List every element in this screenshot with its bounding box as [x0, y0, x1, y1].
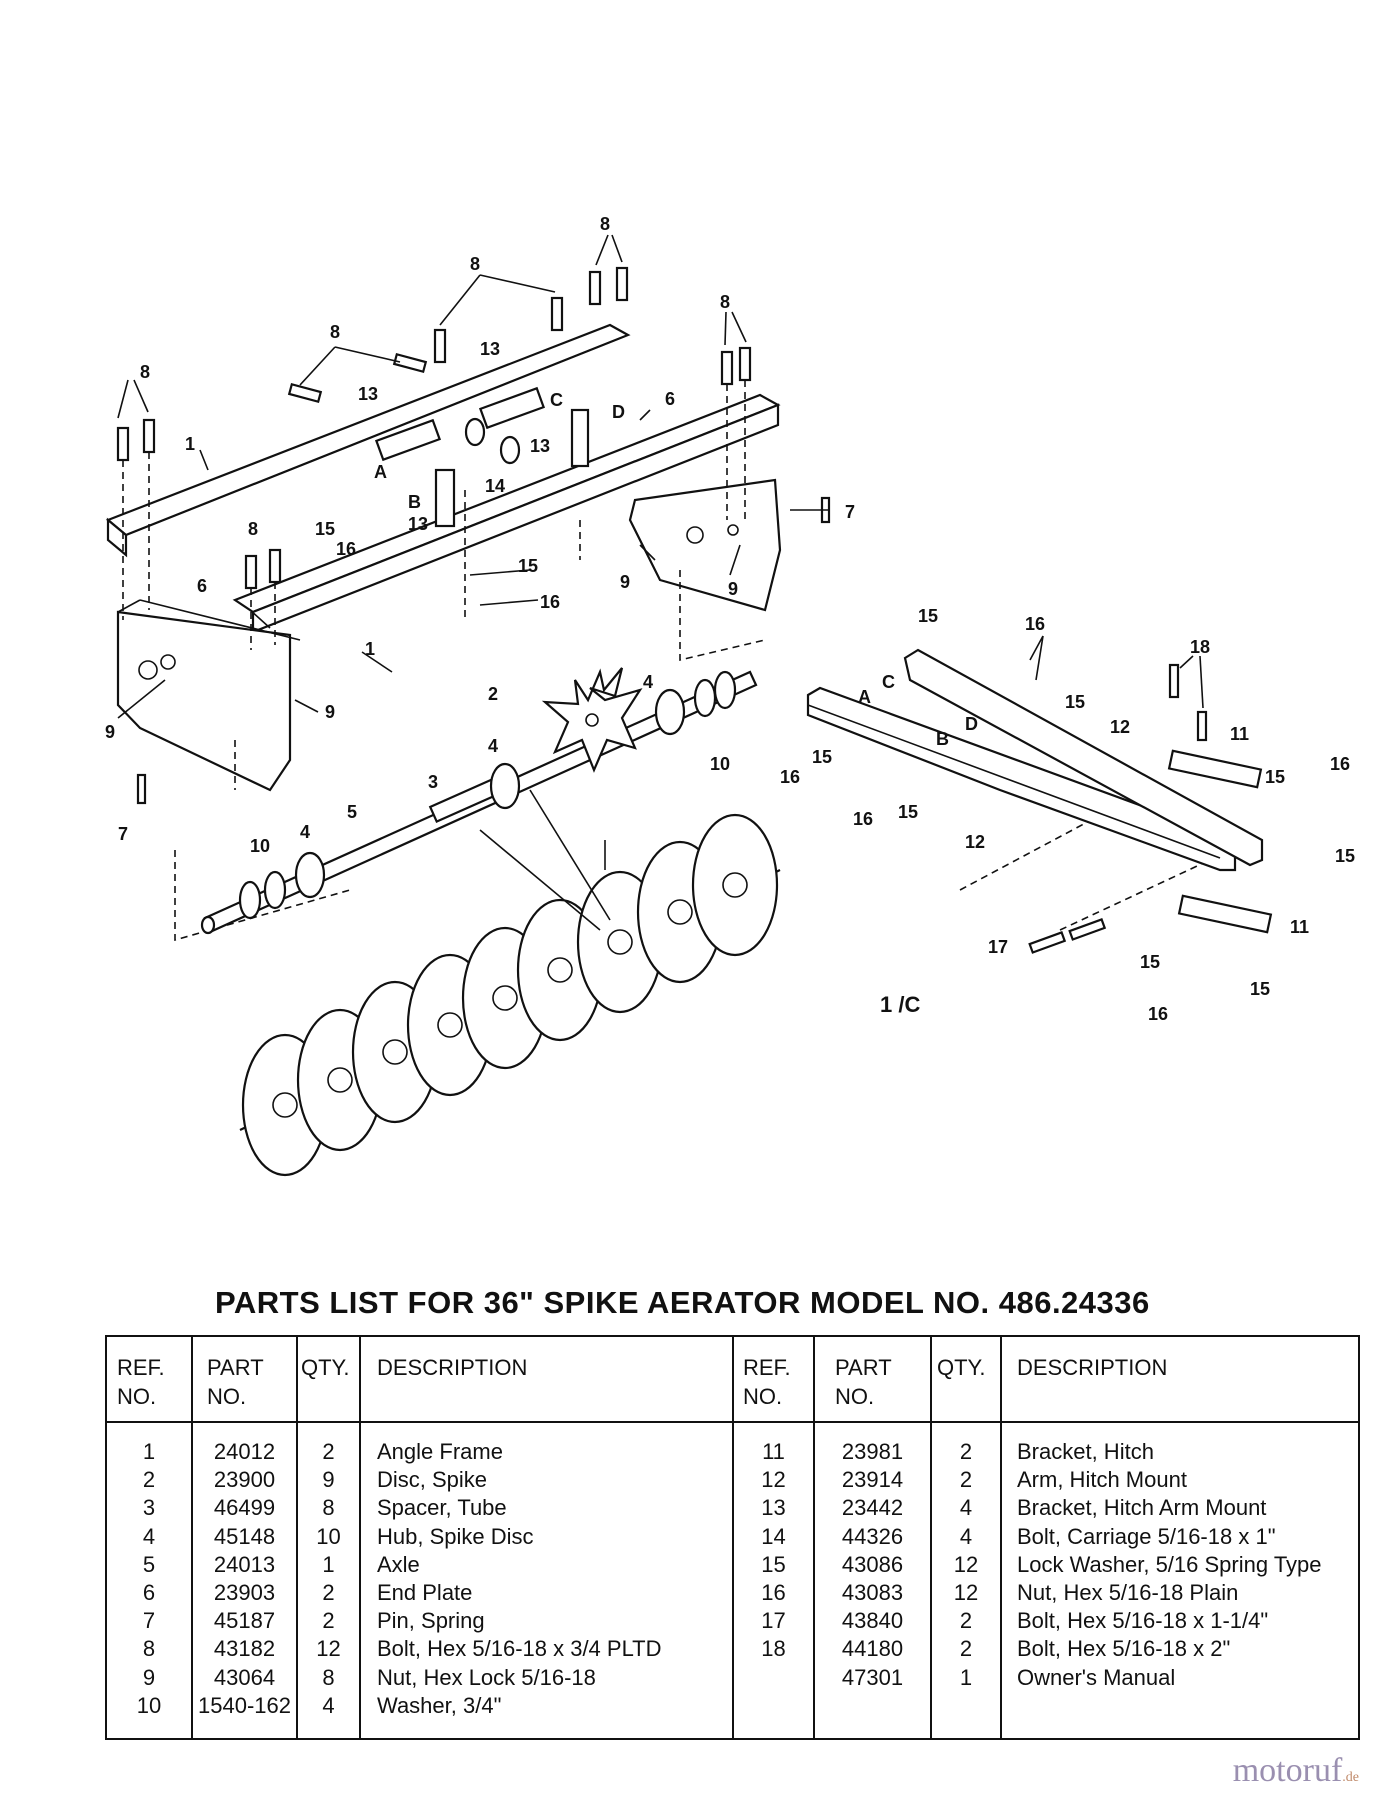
callout-13: 13 — [530, 436, 551, 456]
callout-12: 12 — [1110, 717, 1131, 737]
letter-d: D — [965, 714, 978, 734]
description-cell: Lock Washer, 5/16 Spring Type — [1017, 1551, 1322, 1577]
description-cell: Disc, Spike — [377, 1467, 488, 1493]
header-part-no: PART NO. — [207, 1355, 264, 1409]
part-cell: 23900 — [213, 1467, 276, 1493]
description-cell: Bolt, Hex 5/16-18 x 3/4 PLTD — [377, 1636, 662, 1662]
right-ref-column — [734, 1438, 813, 1692]
part-cell: 43840 — [841, 1608, 904, 1634]
description-cell: Bolt, Hex 5/16-18 x 2" — [1017, 1636, 1231, 1662]
qty-cell: 4 — [959, 1523, 973, 1549]
qty-cell: 2 — [959, 1467, 973, 1493]
qty-cell: 12 — [953, 1551, 979, 1577]
letter-b: B — [408, 492, 421, 512]
qty-cell: 4 — [322, 1692, 335, 1718]
part-cell: 46499 — [213, 1495, 276, 1521]
letter-b: B — [936, 729, 949, 749]
part-cell: 23981 — [841, 1439, 904, 1464]
part-cell: 45187 — [213, 1608, 276, 1634]
qty-cell: 1 — [322, 1551, 335, 1577]
qty-cell: 2 — [322, 1608, 335, 1634]
part-cell: 24012 — [213, 1439, 276, 1464]
ref-cell: 5 — [142, 1551, 156, 1577]
right-qty-column — [932, 1438, 1000, 1692]
callout-9: 9 — [105, 722, 116, 742]
description-cell: Owner's Manual — [1017, 1664, 1176, 1690]
callout-8: 8 — [140, 362, 151, 382]
callout-9: 9 — [728, 579, 739, 599]
letter-c: C — [882, 672, 895, 692]
part-cell: 43064 — [213, 1664, 276, 1690]
end-plate-right — [630, 480, 780, 610]
callout-8: 8 — [600, 214, 611, 234]
callout-12: 12 — [965, 832, 986, 852]
callout-4: 4 — [300, 822, 311, 842]
callout-16: 16 — [1330, 754, 1351, 774]
callout-7: 7 — [845, 502, 856, 522]
callout-15: 15 — [812, 747, 833, 767]
qty-cell: 10 — [316, 1523, 341, 1549]
left-qty-column — [298, 1438, 359, 1720]
left-ref-column — [117, 1438, 181, 1720]
part-cell: 47301 — [841, 1664, 904, 1690]
ref-cell: 12 — [761, 1467, 786, 1493]
callout-4: 4 — [488, 736, 499, 756]
part-cell: 45148 — [213, 1523, 276, 1549]
header-ref-no: REF. NO. — [743, 1355, 791, 1409]
description-cell: Bolt, Hex 5/16-18 x 1-1/4" — [1017, 1608, 1269, 1634]
part-cell: 23914 — [841, 1467, 904, 1493]
callout-11: 11 — [1230, 724, 1250, 744]
part-cell: 23903 — [213, 1579, 276, 1605]
callout-5: 5 — [347, 802, 358, 822]
qty-cell: 12 — [316, 1636, 341, 1662]
ref-cell: 7 — [142, 1608, 156, 1634]
watermark-text: motoruf — [1232, 1752, 1343, 1789]
letter-c: C — [550, 390, 563, 410]
ref-cell: 18 — [761, 1636, 786, 1662]
ref-cell — [734, 1664, 813, 1692]
left-description-column — [377, 1438, 727, 1720]
ref-cell: 8 — [142, 1636, 156, 1662]
ref-cell: 14 — [761, 1523, 786, 1549]
qty-cell: 9 — [322, 1467, 335, 1493]
letter-d: D — [612, 402, 625, 422]
parts-table — [105, 1335, 1360, 1740]
part-cell: 1540-162 — [198, 1692, 291, 1718]
part-cell: 43083 — [841, 1579, 904, 1605]
column-divider — [359, 1337, 361, 1738]
callout-17: 17 — [988, 937, 1009, 957]
part-cell: 24013 — [213, 1551, 276, 1577]
description-cell: Axle — [377, 1551, 420, 1577]
callout-15: 15 — [1250, 979, 1271, 999]
callout-16: 16 — [336, 539, 357, 559]
qty-cell: 8 — [322, 1495, 335, 1521]
ref-cell: 11 — [762, 1439, 785, 1464]
callout-18: 18 — [1190, 637, 1211, 657]
callout-9: 9 — [325, 702, 336, 722]
qty-cell: 2 — [959, 1608, 973, 1634]
ref-cell: 13 — [761, 1495, 786, 1521]
callout-4: 4 — [643, 672, 654, 692]
qty-cell: 1 — [959, 1664, 973, 1690]
description-cell: Washer, 3/4" — [377, 1692, 502, 1718]
callout-1: 1 — [185, 434, 196, 454]
qty-cell: 2 — [322, 1579, 335, 1605]
callout-8: 8 — [330, 322, 341, 342]
callout-8: 8 — [248, 519, 259, 539]
right-part-column — [815, 1438, 930, 1692]
callout-3: 3 — [428, 772, 439, 792]
header-qty: QTY. — [301, 1355, 350, 1380]
header-description: DESCRIPTION — [1017, 1355, 1168, 1380]
figure-code: 1 /C — [880, 992, 921, 1017]
description-cell: Bracket, Hitch Arm Mount — [1017, 1495, 1267, 1521]
ref-cell: 3 — [142, 1495, 156, 1521]
header-qty: QTY. — [937, 1355, 986, 1380]
parts-list-title: PARTS LIST FOR 36" SPIKE AERATOR MODEL NO. 486.24336 — [215, 1285, 1150, 1320]
ref-cell: 15 — [761, 1551, 786, 1577]
ref-cell: 2 — [142, 1467, 156, 1493]
callout-13: 13 — [358, 384, 379, 404]
spike-disc-row — [240, 790, 780, 1175]
callout-15: 15 — [1140, 952, 1161, 972]
watermark-suffix: .de — [1342, 1770, 1359, 1785]
callout-16: 16 — [853, 809, 874, 829]
header-ref-no: REF. NO. — [117, 1355, 165, 1409]
letter-a: A — [858, 687, 871, 707]
callout-15: 15 — [1335, 846, 1356, 866]
callout-15: 15 — [315, 519, 336, 539]
qty-cell: 2 — [959, 1439, 973, 1464]
callout-13: 13 — [480, 339, 501, 359]
ref-cell: 4 — [142, 1523, 156, 1549]
spike-disc-single — [545, 668, 640, 770]
ref-cell: 16 — [761, 1579, 786, 1605]
letter-a: A — [374, 462, 387, 482]
callout-9: 9 — [620, 572, 631, 592]
ref-cell: 9 — [142, 1664, 156, 1690]
callout-16: 16 — [540, 592, 561, 612]
description-cell: Nut, Hex 5/16-18 Plain — [1017, 1579, 1239, 1605]
qty-cell: 8 — [322, 1664, 335, 1690]
part-cell: 44180 — [841, 1636, 904, 1662]
header-description: DESCRIPTION — [377, 1355, 528, 1380]
qty-cell: 2 — [959, 1636, 973, 1662]
callout-13: 13 — [408, 514, 429, 534]
callout-15: 15 — [918, 606, 939, 626]
callout-8: 8 — [470, 254, 481, 274]
right-description-column — [1017, 1438, 1357, 1692]
description-cell: Bolt, Carriage 5/16-18 x 1" — [1017, 1523, 1276, 1549]
part-cell: 23442 — [841, 1495, 904, 1521]
qty-cell: 12 — [953, 1579, 979, 1605]
callout-10: 10 — [710, 754, 731, 774]
callout-7: 7 — [118, 824, 129, 844]
spring-pin-left — [138, 775, 145, 803]
callout-14: 14 — [485, 476, 506, 496]
qty-cell: 4 — [959, 1495, 973, 1521]
ref-cell: 17 — [761, 1608, 786, 1634]
header-part-no: PART NO. — [835, 1355, 892, 1409]
description-cell: Spacer, Tube — [377, 1495, 507, 1521]
watermark — [1233, 1752, 1359, 1790]
callout-10: 10 — [250, 836, 271, 856]
callout-16: 16 — [780, 767, 801, 787]
qty-cell: 2 — [322, 1439, 335, 1464]
callout-15: 15 — [1065, 692, 1086, 712]
description-cell: End Plate — [377, 1579, 473, 1605]
ref-cell: 10 — [136, 1692, 162, 1718]
description-cell: Arm, Hitch Mount — [1017, 1467, 1187, 1493]
callout-1: 1 — [365, 639, 376, 659]
ref-cell: 6 — [142, 1579, 156, 1605]
callout-16: 16 — [1148, 1004, 1169, 1024]
description-cell: Angle Frame — [377, 1439, 503, 1464]
column-divider — [1000, 1337, 1002, 1738]
description-cell: Bracket, Hitch — [1017, 1439, 1154, 1464]
description-cell: Hub, Spike Disc — [377, 1523, 534, 1549]
callout-11: 11 — [1290, 917, 1310, 937]
description-cell: Pin, Spring — [377, 1608, 485, 1634]
description-cell: Nut, Hex Lock 5/16-18 — [377, 1664, 596, 1690]
part-cell: 44326 — [841, 1523, 904, 1549]
callout-16: 16 — [1025, 614, 1046, 634]
ref-cell: 1 — [142, 1439, 156, 1464]
callout-15: 15 — [1265, 767, 1286, 787]
callout-8: 8 — [720, 292, 731, 312]
part-cell: 43182 — [213, 1636, 276, 1662]
part-cell: 43086 — [841, 1551, 904, 1577]
callout-6: 6 — [197, 576, 208, 596]
callout-6: 6 — [665, 389, 676, 409]
callout-2: 2 — [488, 684, 499, 704]
callout-15: 15 — [898, 802, 919, 822]
left-part-column — [193, 1438, 296, 1720]
callout-15: 15 — [518, 556, 539, 576]
